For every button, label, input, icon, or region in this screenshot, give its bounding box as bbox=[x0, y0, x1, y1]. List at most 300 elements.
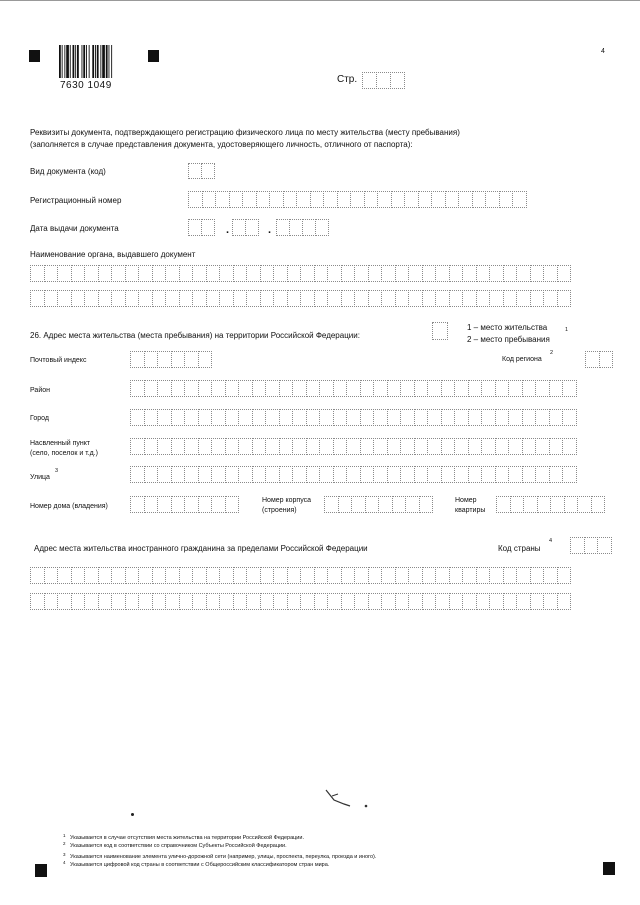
input-cell[interactable] bbox=[390, 72, 405, 89]
input-cell[interactable] bbox=[157, 409, 172, 426]
input-cell[interactable] bbox=[279, 409, 294, 426]
input-cell[interactable] bbox=[373, 466, 388, 483]
input-cell[interactable] bbox=[44, 593, 59, 610]
input-cell[interactable] bbox=[523, 496, 538, 513]
issue-date-day-cells[interactable] bbox=[188, 219, 214, 236]
input-cell[interactable] bbox=[57, 265, 72, 282]
input-cell[interactable] bbox=[287, 265, 302, 282]
input-cell[interactable] bbox=[184, 380, 199, 397]
input-cell[interactable] bbox=[422, 567, 437, 584]
input-cell[interactable] bbox=[144, 438, 159, 455]
doc-type-cells[interactable] bbox=[188, 163, 214, 179]
input-cell[interactable] bbox=[422, 593, 437, 610]
input-cell[interactable] bbox=[225, 438, 240, 455]
input-cell[interactable] bbox=[130, 438, 145, 455]
input-cell[interactable] bbox=[543, 593, 558, 610]
input-cell[interactable] bbox=[289, 219, 303, 236]
input-cell[interactable] bbox=[435, 265, 450, 282]
input-cell[interactable] bbox=[179, 567, 194, 584]
input-cell[interactable] bbox=[225, 380, 240, 397]
input-cell[interactable] bbox=[414, 466, 429, 483]
input-cell[interactable] bbox=[327, 593, 342, 610]
input-cell[interactable] bbox=[432, 322, 448, 340]
input-cell[interactable] bbox=[341, 265, 356, 282]
input-cell[interactable] bbox=[84, 265, 99, 282]
input-cell[interactable] bbox=[346, 380, 361, 397]
input-cell[interactable] bbox=[441, 380, 456, 397]
input-cell[interactable] bbox=[279, 466, 294, 483]
input-cell[interactable] bbox=[144, 409, 159, 426]
foreign-address-cells-row-1[interactable] bbox=[30, 567, 570, 584]
input-cell[interactable] bbox=[184, 438, 199, 455]
input-cell[interactable] bbox=[535, 409, 550, 426]
input-cell[interactable] bbox=[562, 409, 577, 426]
input-cell[interactable] bbox=[427, 380, 442, 397]
input-cell[interactable] bbox=[252, 438, 267, 455]
input-cell[interactable] bbox=[557, 265, 572, 282]
input-cell[interactable] bbox=[360, 380, 375, 397]
input-cell[interactable] bbox=[211, 466, 226, 483]
input-cell[interactable] bbox=[510, 496, 525, 513]
input-cell[interactable] bbox=[188, 163, 202, 179]
input-cell[interactable] bbox=[152, 593, 167, 610]
input-cell[interactable] bbox=[562, 438, 577, 455]
country-code-cells[interactable] bbox=[570, 537, 611, 554]
input-cell[interactable] bbox=[238, 438, 253, 455]
input-cell[interactable] bbox=[292, 438, 307, 455]
input-cell[interactable] bbox=[543, 265, 558, 282]
input-cell[interactable] bbox=[454, 380, 469, 397]
input-cell[interactable] bbox=[496, 496, 511, 513]
input-cell[interactable] bbox=[373, 380, 388, 397]
input-cell[interactable] bbox=[219, 593, 234, 610]
input-cell[interactable] bbox=[368, 290, 383, 307]
input-cell[interactable] bbox=[211, 496, 226, 513]
input-cell[interactable] bbox=[184, 466, 199, 483]
input-cell[interactable] bbox=[422, 265, 437, 282]
input-cell[interactable] bbox=[508, 438, 523, 455]
input-cell[interactable] bbox=[152, 567, 167, 584]
input-cell[interactable] bbox=[351, 496, 366, 513]
input-cell[interactable] bbox=[171, 380, 186, 397]
input-cell[interactable] bbox=[276, 219, 290, 236]
input-cell[interactable] bbox=[557, 593, 572, 610]
input-cell[interactable] bbox=[395, 265, 410, 282]
input-cell[interactable] bbox=[319, 409, 334, 426]
input-cell[interactable] bbox=[543, 290, 558, 307]
input-cell[interactable] bbox=[346, 409, 361, 426]
input-cell[interactable] bbox=[400, 409, 415, 426]
input-cell[interactable] bbox=[341, 290, 356, 307]
input-cell[interactable] bbox=[287, 290, 302, 307]
input-cell[interactable] bbox=[300, 567, 315, 584]
input-cell[interactable] bbox=[360, 409, 375, 426]
house-number-cells[interactable] bbox=[130, 496, 238, 513]
input-cell[interactable] bbox=[287, 593, 302, 610]
input-cell[interactable] bbox=[400, 466, 415, 483]
authority-cells-row-1[interactable] bbox=[30, 265, 570, 282]
input-cell[interactable] bbox=[192, 265, 207, 282]
input-cell[interactable] bbox=[597, 537, 612, 554]
locality-cells[interactable] bbox=[130, 438, 576, 455]
input-cell[interactable] bbox=[198, 380, 213, 397]
input-cell[interactable] bbox=[338, 496, 353, 513]
input-cell[interactable] bbox=[362, 72, 377, 89]
input-cell[interactable] bbox=[252, 380, 267, 397]
input-cell[interactable] bbox=[441, 466, 456, 483]
input-cell[interactable] bbox=[454, 466, 469, 483]
input-cell[interactable] bbox=[422, 290, 437, 307]
input-cell[interactable] bbox=[427, 438, 442, 455]
input-cell[interactable] bbox=[354, 265, 369, 282]
input-cell[interactable] bbox=[265, 409, 280, 426]
input-cell[interactable] bbox=[44, 567, 59, 584]
input-cell[interactable] bbox=[30, 593, 45, 610]
input-cell[interactable] bbox=[562, 466, 577, 483]
input-cell[interactable] bbox=[165, 593, 180, 610]
input-cell[interactable] bbox=[522, 438, 537, 455]
input-cell[interactable] bbox=[260, 265, 275, 282]
input-cell[interactable] bbox=[468, 438, 483, 455]
input-cell[interactable] bbox=[84, 567, 99, 584]
input-cell[interactable] bbox=[387, 409, 402, 426]
input-cell[interactable] bbox=[449, 567, 464, 584]
input-cell[interactable] bbox=[229, 191, 244, 208]
input-cell[interactable] bbox=[152, 290, 167, 307]
input-cell[interactable] bbox=[201, 219, 215, 236]
input-cell[interactable] bbox=[130, 380, 145, 397]
input-cell[interactable] bbox=[57, 290, 72, 307]
input-cell[interactable] bbox=[378, 496, 393, 513]
input-cell[interactable] bbox=[445, 191, 460, 208]
input-cell[interactable] bbox=[202, 191, 217, 208]
input-cell[interactable] bbox=[481, 438, 496, 455]
input-cell[interactable] bbox=[516, 593, 531, 610]
input-cell[interactable] bbox=[171, 496, 186, 513]
input-cell[interactable] bbox=[489, 567, 504, 584]
input-cell[interactable] bbox=[346, 438, 361, 455]
input-cell[interactable] bbox=[238, 380, 253, 397]
input-cell[interactable] bbox=[408, 567, 423, 584]
input-cell[interactable] bbox=[184, 409, 199, 426]
input-cell[interactable] bbox=[319, 380, 334, 397]
input-cell[interactable] bbox=[188, 219, 202, 236]
input-cell[interactable] bbox=[557, 290, 572, 307]
input-cell[interactable] bbox=[179, 290, 194, 307]
input-cell[interactable] bbox=[198, 466, 213, 483]
input-cell[interactable] bbox=[98, 290, 113, 307]
input-cell[interactable] bbox=[246, 567, 261, 584]
input-cell[interactable] bbox=[441, 409, 456, 426]
input-cell[interactable] bbox=[125, 567, 140, 584]
input-cell[interactable] bbox=[404, 191, 419, 208]
input-cell[interactable] bbox=[549, 438, 564, 455]
input-cell[interactable] bbox=[157, 380, 172, 397]
input-cell[interactable] bbox=[279, 380, 294, 397]
input-cell[interactable] bbox=[495, 466, 510, 483]
input-cell[interactable] bbox=[324, 496, 339, 513]
input-cell[interactable] bbox=[333, 438, 348, 455]
input-cell[interactable] bbox=[395, 290, 410, 307]
input-cell[interactable] bbox=[535, 466, 550, 483]
input-cell[interactable] bbox=[441, 438, 456, 455]
input-cell[interactable] bbox=[265, 438, 280, 455]
input-cell[interactable] bbox=[111, 567, 126, 584]
input-cell[interactable] bbox=[246, 290, 261, 307]
input-cell[interactable] bbox=[260, 567, 275, 584]
input-cell[interactable] bbox=[495, 438, 510, 455]
input-cell[interactable] bbox=[206, 593, 221, 610]
region-code-cells[interactable] bbox=[585, 351, 612, 368]
input-cell[interactable] bbox=[537, 496, 552, 513]
input-cell[interactable] bbox=[192, 567, 207, 584]
input-cell[interactable] bbox=[233, 567, 248, 584]
input-cell[interactable] bbox=[300, 290, 315, 307]
input-cell[interactable] bbox=[157, 466, 172, 483]
input-cell[interactable] bbox=[246, 593, 261, 610]
input-cell[interactable] bbox=[408, 593, 423, 610]
input-cell[interactable] bbox=[273, 265, 288, 282]
input-cell[interactable] bbox=[549, 380, 564, 397]
input-cell[interactable] bbox=[373, 438, 388, 455]
input-cell[interactable] bbox=[219, 567, 234, 584]
input-cell[interactable] bbox=[206, 290, 221, 307]
input-cell[interactable] bbox=[368, 265, 383, 282]
input-cell[interactable] bbox=[481, 466, 496, 483]
input-cell[interactable] bbox=[341, 567, 356, 584]
input-cell[interactable] bbox=[245, 219, 259, 236]
input-cell[interactable] bbox=[138, 290, 153, 307]
input-cell[interactable] bbox=[395, 567, 410, 584]
input-cell[interactable] bbox=[503, 567, 518, 584]
input-cell[interactable] bbox=[44, 290, 59, 307]
input-cell[interactable] bbox=[535, 438, 550, 455]
input-cell[interactable] bbox=[354, 593, 369, 610]
district-cells[interactable] bbox=[130, 380, 576, 397]
input-cell[interactable] bbox=[508, 409, 523, 426]
input-cell[interactable] bbox=[323, 191, 338, 208]
input-cell[interactable] bbox=[449, 593, 464, 610]
input-cell[interactable] bbox=[458, 191, 473, 208]
input-cell[interactable] bbox=[296, 191, 311, 208]
input-cell[interactable] bbox=[179, 265, 194, 282]
input-cell[interactable] bbox=[30, 567, 45, 584]
input-cell[interactable] bbox=[252, 466, 267, 483]
input-cell[interactable] bbox=[287, 567, 302, 584]
input-cell[interactable] bbox=[584, 537, 599, 554]
input-cell[interactable] bbox=[365, 496, 380, 513]
input-cell[interactable] bbox=[57, 593, 72, 610]
input-cell[interactable] bbox=[269, 191, 284, 208]
input-cell[interactable] bbox=[192, 593, 207, 610]
input-cell[interactable] bbox=[387, 466, 402, 483]
input-cell[interactable] bbox=[98, 567, 113, 584]
input-cell[interactable] bbox=[314, 593, 329, 610]
input-cell[interactable] bbox=[381, 265, 396, 282]
input-cell[interactable] bbox=[481, 380, 496, 397]
input-cell[interactable] bbox=[206, 265, 221, 282]
input-cell[interactable] bbox=[377, 191, 392, 208]
input-cell[interactable] bbox=[405, 496, 420, 513]
input-cell[interactable] bbox=[179, 593, 194, 610]
input-cell[interactable] bbox=[306, 438, 321, 455]
street-cells[interactable] bbox=[130, 466, 576, 483]
input-cell[interactable] bbox=[562, 380, 577, 397]
city-cells[interactable] bbox=[130, 409, 576, 426]
issue-date-year-cells[interactable] bbox=[276, 219, 328, 236]
input-cell[interactable] bbox=[233, 290, 248, 307]
input-cell[interactable] bbox=[315, 219, 329, 236]
input-cell[interactable] bbox=[530, 290, 545, 307]
input-cell[interactable] bbox=[549, 466, 564, 483]
input-cell[interactable] bbox=[550, 496, 565, 513]
input-cell[interactable] bbox=[516, 290, 531, 307]
input-cell[interactable] bbox=[489, 290, 504, 307]
input-cell[interactable] bbox=[381, 290, 396, 307]
input-cell[interactable] bbox=[354, 290, 369, 307]
input-cell[interactable] bbox=[499, 191, 514, 208]
input-cell[interactable] bbox=[381, 593, 396, 610]
input-cell[interactable] bbox=[418, 191, 433, 208]
input-cell[interactable] bbox=[171, 466, 186, 483]
input-cell[interactable] bbox=[564, 496, 579, 513]
input-cell[interactable] bbox=[341, 593, 356, 610]
input-cell[interactable] bbox=[503, 290, 518, 307]
input-cell[interactable] bbox=[530, 567, 545, 584]
input-cell[interactable] bbox=[184, 496, 199, 513]
input-cell[interactable] bbox=[327, 290, 342, 307]
input-cell[interactable] bbox=[144, 380, 159, 397]
input-cell[interactable] bbox=[333, 409, 348, 426]
input-cell[interactable] bbox=[530, 593, 545, 610]
input-cell[interactable] bbox=[476, 265, 491, 282]
input-cell[interactable] bbox=[503, 593, 518, 610]
input-cell[interactable] bbox=[84, 593, 99, 610]
input-cell[interactable] bbox=[206, 567, 221, 584]
input-cell[interactable] bbox=[395, 593, 410, 610]
input-cell[interactable] bbox=[98, 265, 113, 282]
input-cell[interactable] bbox=[489, 593, 504, 610]
input-cell[interactable] bbox=[188, 191, 203, 208]
input-cell[interactable] bbox=[306, 466, 321, 483]
input-cell[interactable] bbox=[144, 496, 159, 513]
input-cell[interactable] bbox=[476, 593, 491, 610]
input-cell[interactable] bbox=[211, 409, 226, 426]
input-cell[interactable] bbox=[591, 496, 606, 513]
input-cell[interactable] bbox=[260, 290, 275, 307]
input-cell[interactable] bbox=[273, 567, 288, 584]
input-cell[interactable] bbox=[233, 265, 248, 282]
input-cell[interactable] bbox=[495, 409, 510, 426]
input-cell[interactable] bbox=[260, 593, 275, 610]
input-cell[interactable] bbox=[171, 351, 186, 368]
input-cell[interactable] bbox=[333, 466, 348, 483]
input-cell[interactable] bbox=[585, 351, 600, 368]
input-cell[interactable] bbox=[111, 265, 126, 282]
input-cell[interactable] bbox=[435, 567, 450, 584]
input-cell[interactable] bbox=[392, 496, 407, 513]
input-cell[interactable] bbox=[454, 409, 469, 426]
input-cell[interactable] bbox=[462, 290, 477, 307]
input-cell[interactable] bbox=[265, 466, 280, 483]
input-cell[interactable] bbox=[476, 567, 491, 584]
input-cell[interactable] bbox=[30, 265, 45, 282]
input-cell[interactable] bbox=[165, 290, 180, 307]
input-cell[interactable] bbox=[414, 380, 429, 397]
input-cell[interactable] bbox=[211, 380, 226, 397]
input-cell[interactable] bbox=[391, 191, 406, 208]
input-cell[interactable] bbox=[192, 290, 207, 307]
building-number-cells[interactable] bbox=[324, 496, 432, 513]
input-cell[interactable] bbox=[522, 466, 537, 483]
input-cell[interactable] bbox=[219, 265, 234, 282]
input-cell[interactable] bbox=[314, 265, 329, 282]
input-cell[interactable] bbox=[333, 380, 348, 397]
input-cell[interactable] bbox=[476, 290, 491, 307]
input-cell[interactable] bbox=[144, 351, 159, 368]
input-cell[interactable] bbox=[360, 438, 375, 455]
input-cell[interactable] bbox=[125, 265, 140, 282]
input-cell[interactable] bbox=[468, 409, 483, 426]
input-cell[interactable] bbox=[495, 380, 510, 397]
input-cell[interactable] bbox=[364, 191, 379, 208]
input-cell[interactable] bbox=[414, 409, 429, 426]
input-cell[interactable] bbox=[242, 191, 257, 208]
input-cell[interactable] bbox=[373, 409, 388, 426]
input-cell[interactable] bbox=[400, 438, 415, 455]
input-cell[interactable] bbox=[549, 409, 564, 426]
input-cell[interactable] bbox=[468, 466, 483, 483]
input-cell[interactable] bbox=[535, 380, 550, 397]
input-cell[interactable] bbox=[435, 290, 450, 307]
input-cell[interactable] bbox=[327, 265, 342, 282]
input-cell[interactable] bbox=[530, 265, 545, 282]
input-cell[interactable] bbox=[279, 438, 294, 455]
input-cell[interactable] bbox=[557, 567, 572, 584]
input-cell[interactable] bbox=[198, 409, 213, 426]
input-cell[interactable] bbox=[246, 265, 261, 282]
input-cell[interactable] bbox=[350, 191, 365, 208]
input-cell[interactable] bbox=[201, 163, 215, 179]
input-cell[interactable] bbox=[512, 191, 527, 208]
input-cell[interactable] bbox=[414, 438, 429, 455]
input-cell[interactable] bbox=[171, 438, 186, 455]
input-cell[interactable] bbox=[238, 409, 253, 426]
input-cell[interactable] bbox=[310, 191, 325, 208]
input-cell[interactable] bbox=[198, 496, 213, 513]
input-cell[interactable] bbox=[138, 593, 153, 610]
input-cell[interactable] bbox=[238, 466, 253, 483]
input-cell[interactable] bbox=[427, 466, 442, 483]
input-cell[interactable] bbox=[233, 593, 248, 610]
address-type-cell[interactable] bbox=[432, 322, 447, 340]
input-cell[interactable] bbox=[198, 438, 213, 455]
input-cell[interactable] bbox=[319, 438, 334, 455]
input-cell[interactable] bbox=[130, 409, 145, 426]
input-cell[interactable] bbox=[111, 593, 126, 610]
postal-code-cells[interactable] bbox=[130, 351, 211, 368]
input-cell[interactable] bbox=[130, 496, 145, 513]
input-cell[interactable] bbox=[157, 496, 172, 513]
input-cell[interactable] bbox=[435, 593, 450, 610]
input-cell[interactable] bbox=[130, 351, 145, 368]
input-cell[interactable] bbox=[300, 265, 315, 282]
input-cell[interactable] bbox=[599, 351, 614, 368]
input-cell[interactable] bbox=[454, 438, 469, 455]
input-cell[interactable] bbox=[198, 351, 213, 368]
input-cell[interactable] bbox=[400, 380, 415, 397]
input-cell[interactable] bbox=[256, 191, 271, 208]
